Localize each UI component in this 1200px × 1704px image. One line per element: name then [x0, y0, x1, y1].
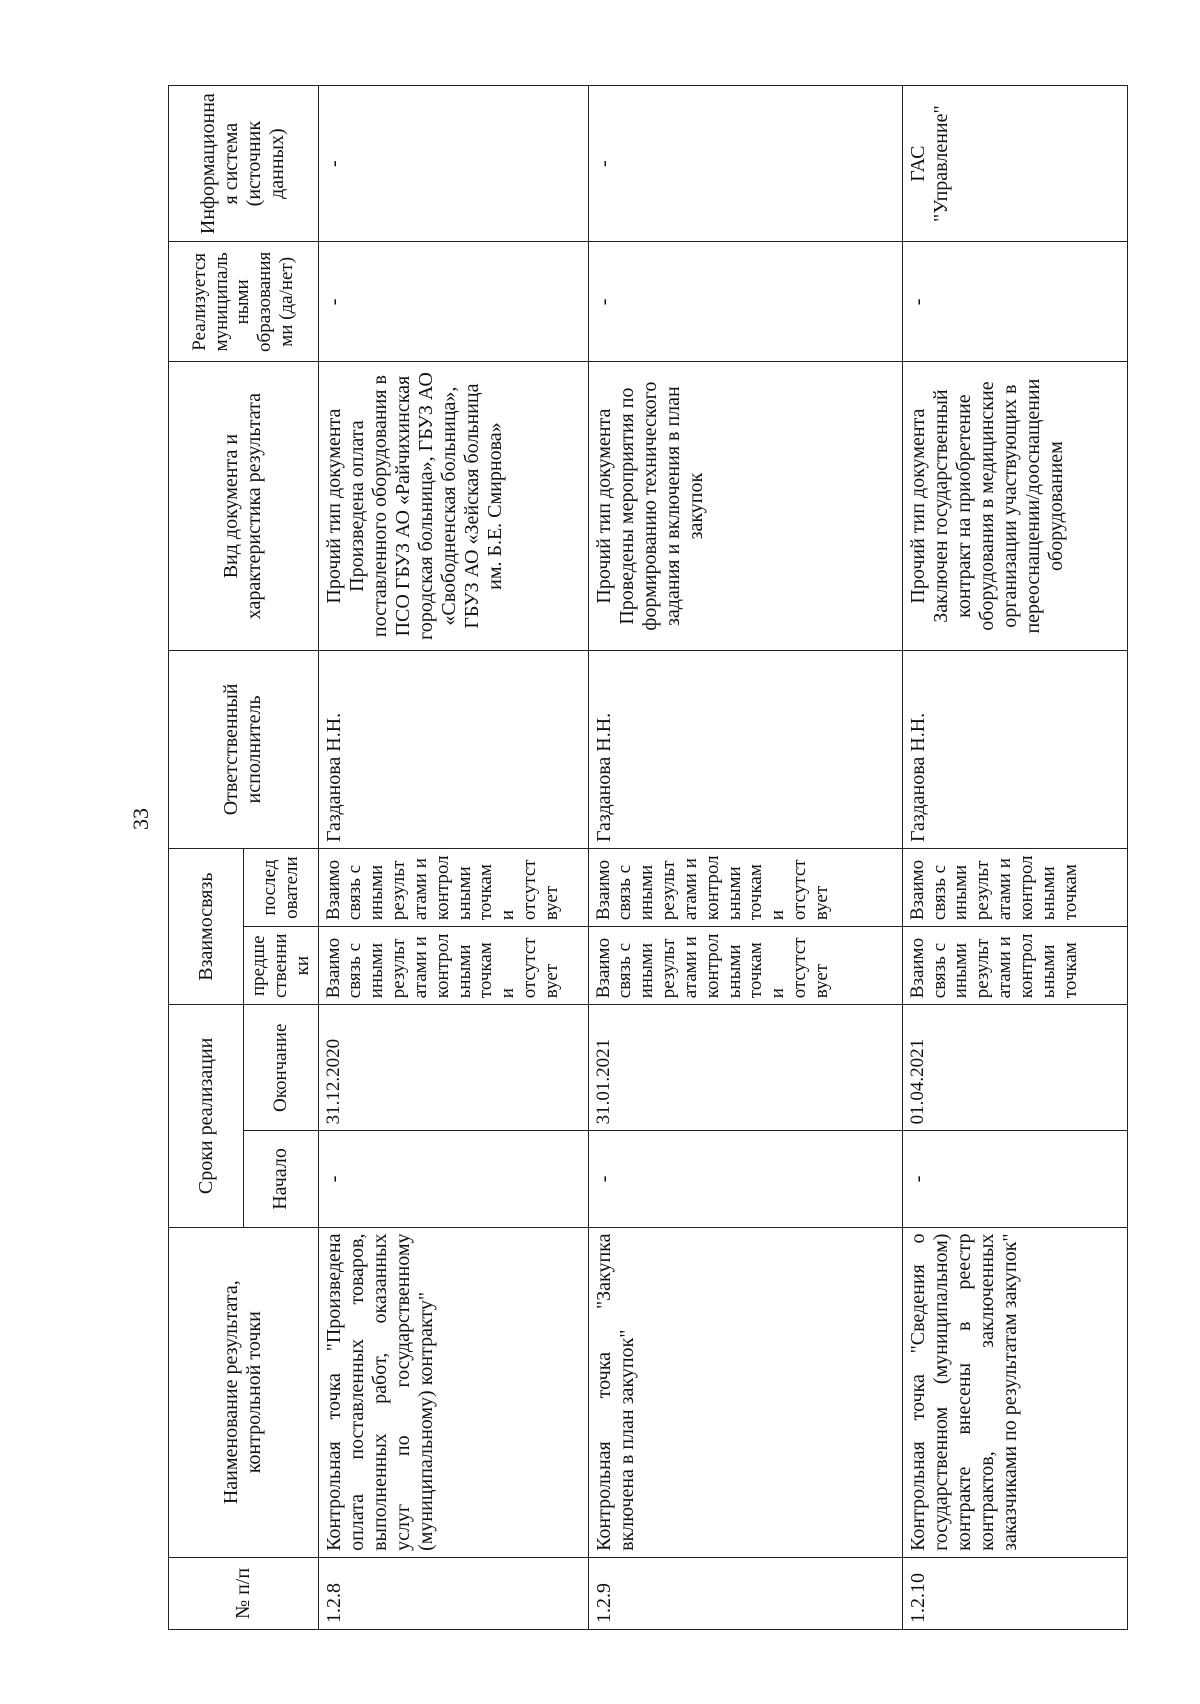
row-responsible: Газданова Н.Н. — [902, 650, 1127, 848]
row-num: 1.2.9 — [588, 1557, 902, 1629]
row-municipal: - — [588, 242, 902, 362]
header-name: Наименование результата, контрольной точки — [169, 1227, 319, 1557]
row-start: - — [318, 1131, 588, 1227]
table-row — [318, 86, 588, 1630]
row-infosys: - — [318, 86, 588, 242]
header-responsible: Ответственный исполнитель — [169, 650, 319, 848]
header-terms: Сроки реализации — [169, 1005, 244, 1227]
row-name: Контрольная точка "Произведена оплата поставленных товаров, выполненных работ, оказанных услуг по государственному (муниципальному) контракту" — [318, 1227, 588, 1557]
row-doc: Прочий тип документа Проведены мероприятия по формированию технического задания и включения в план закупок — [588, 362, 902, 650]
row-succ: Взаимосвязь с иными результатами и контрольными точкам — [902, 849, 1127, 927]
header-num: № п/п — [169, 1557, 319, 1629]
table-row — [588, 86, 902, 1630]
row-doc: Прочий тип документа Заключен государственный контракт на приобретение оборудования в медицинские организации участвующих в переоснащении/дооснащении оборудованием — [902, 362, 1127, 650]
row-pred: Взаимосвязь с иными результатами и контрольными точками отсутствует — [318, 927, 588, 1005]
row-end: 01.04.2021 — [902, 1005, 1127, 1131]
row-name: Контрольная точка "Закупка включена в план закупок" — [588, 1227, 902, 1557]
row-name: Контрольная точка "Сведения о государственном (муниципальном) контракте внесены в реестр контрактов, заключенных заказчиками по результатам закупок" — [902, 1227, 1127, 1557]
table-row — [902, 86, 1127, 1630]
header-succ: последователи — [244, 849, 319, 927]
row-end: 31.01.2021 — [588, 1005, 902, 1131]
row-infosys: ГАС "Управление" — [902, 86, 1127, 242]
row-pred: Взаимосвязь с иными результатами и контрольными точкам — [902, 927, 1127, 1005]
row-end: 31.12.2020 — [318, 1005, 588, 1131]
row-start: - — [588, 1131, 902, 1227]
header-pred: предшественники — [244, 927, 319, 1005]
row-pred: Взаимосвязь с иными результатами и контрольными точками отсутствует — [588, 927, 902, 1005]
row-num: 1.2.8 — [318, 1557, 588, 1629]
header-infosys: Информационная система (источник данных) — [169, 86, 319, 242]
page-number: 33 — [128, 808, 153, 830]
row-responsible: Газданова Н.Н. — [318, 650, 588, 848]
row-start: - — [902, 1131, 1127, 1227]
row-municipal: - — [318, 242, 588, 362]
row-infosys: - — [588, 86, 902, 242]
row-num: 1.2.10 — [902, 1557, 1127, 1629]
header-doc: Вид документа и характеристика результата — [169, 362, 319, 650]
row-doc: Прочий тип документа Произведена оплата поставленного оборудования в ПСО ГБУЗ АО «Райчихинская городская больница», ГБУЗ АО «Свободненская больница», ГБУЗ АО «Зейская больница им. Б.Е. Смирнова» — [318, 362, 588, 650]
header-relation: Взаимосвязь — [169, 849, 244, 1005]
row-succ: Взаимосвязь с иными результатами и контрольными точками отсутствует — [318, 849, 588, 927]
row-responsible: Газданова Н.Н. — [588, 650, 902, 848]
rotated-table-wrapper — [168, 85, 1128, 1630]
results-table — [168, 85, 1128, 1630]
header-municipal: Реализуется муниципальными образованиями (да/нет) — [169, 242, 319, 362]
row-municipal: - — [902, 242, 1127, 362]
header-start: Начало — [244, 1131, 319, 1227]
header-end: Окончание — [244, 1005, 319, 1131]
row-succ: Взаимосвязь с иными результатами и контрольными точками отсутствует — [588, 849, 902, 927]
